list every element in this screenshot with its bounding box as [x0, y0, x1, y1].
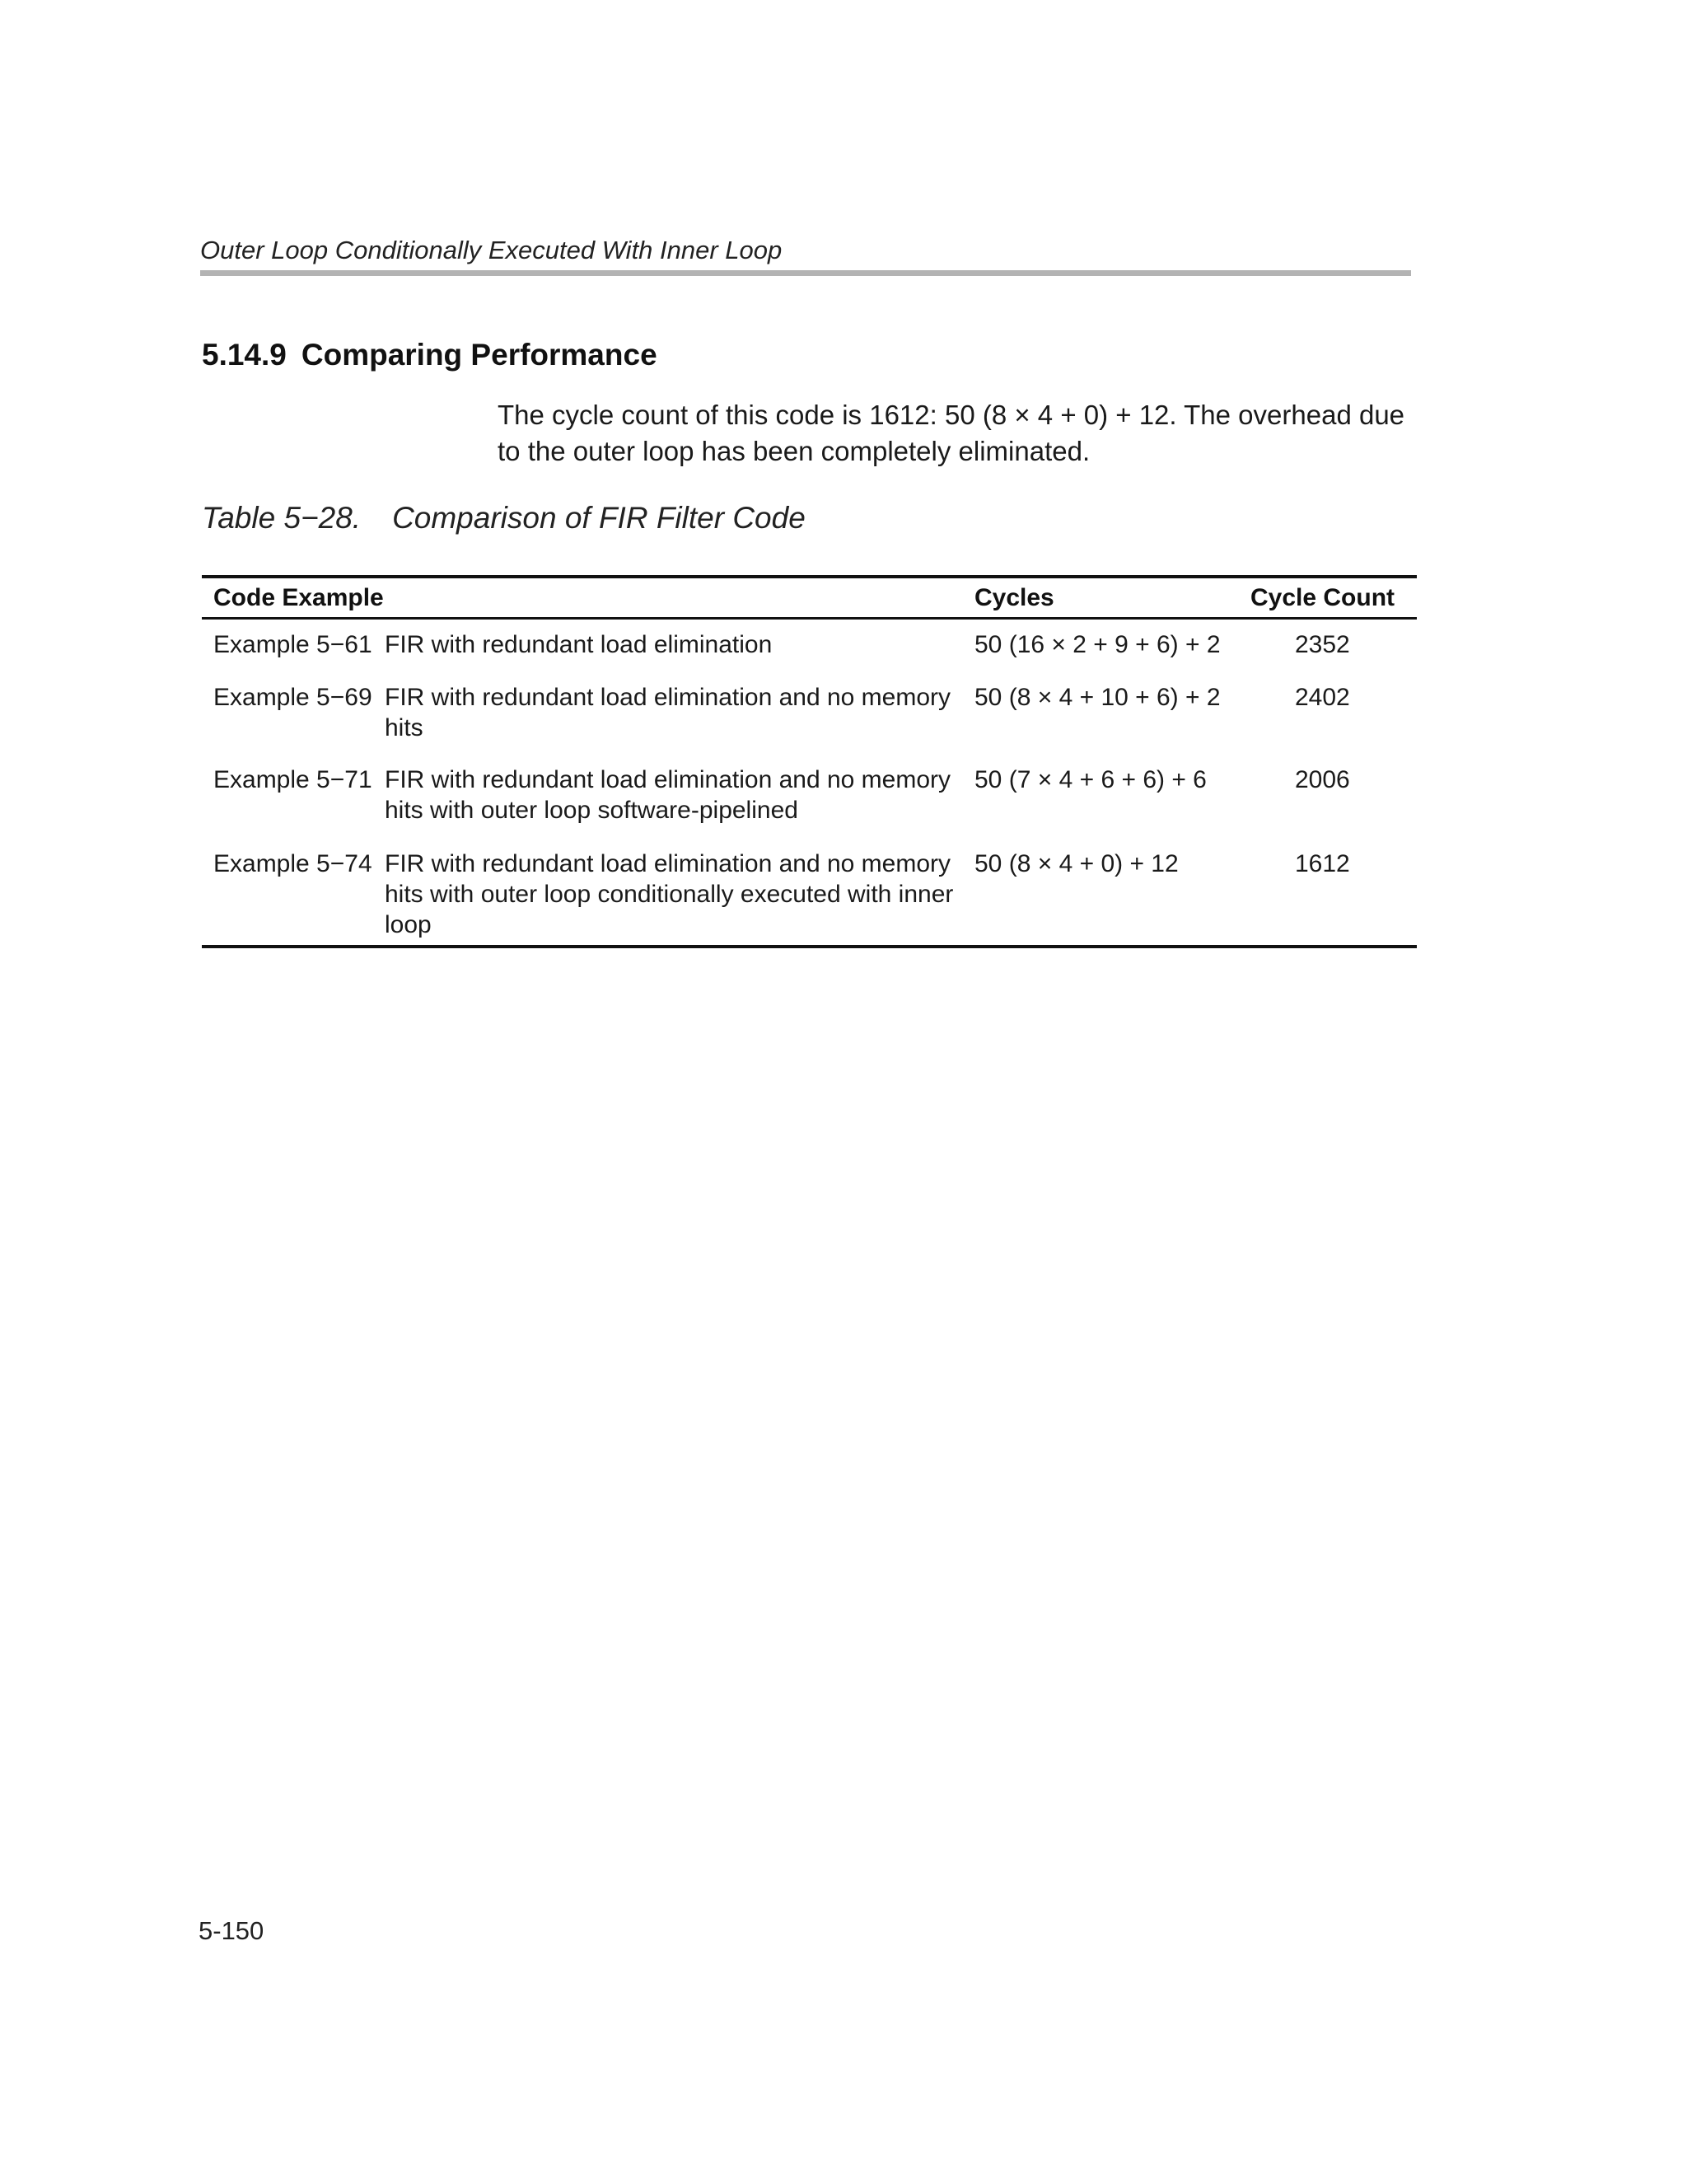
header-code-example: Code Example — [213, 583, 384, 611]
cell-cycles: 50 (8 × 4 + 10 + 6) + 2 — [974, 684, 1221, 711]
cell-description: FIR with redundant load elimination and no memory hits with outer loop software-pipelined — [385, 766, 951, 824]
cell-cycle-count: 2352 — [1295, 631, 1350, 658]
section-title: Comparing Performance — [301, 338, 657, 372]
table-header-row — [202, 578, 1417, 617]
table-caption — [202, 501, 806, 535]
cell-cycles: 50 (7 × 4 + 6 + 6) + 6 — [974, 766, 1207, 793]
cell-description: FIR with redundant load elimination and no memory hits — [385, 684, 951, 741]
table-caption-title: Comparison of FIR Filter Code — [392, 501, 806, 535]
cell-cycle-count: 1612 — [1295, 850, 1350, 877]
table-row — [202, 620, 1417, 671]
comparison-table — [202, 575, 1417, 948]
header-rule — [200, 270, 1411, 276]
table-bottom-rule — [202, 945, 1417, 948]
cell-cycles: 50 (16 × 2 + 9 + 6) + 2 — [974, 631, 1221, 658]
header-cycles: Cycles — [974, 583, 1054, 611]
table-caption-number: Table 5−28. — [202, 501, 362, 535]
cell-example: Example 5−74 — [213, 850, 372, 877]
body-paragraph: The cycle count of this code is 1612: 50 (8 × 4 + 0) + 12. The overhead due to the outer loop has been completely eliminated. — [498, 400, 1405, 466]
cell-example: Example 5−71 — [213, 766, 372, 793]
cell-description: FIR with redundant load elimination — [385, 631, 773, 658]
cell-cycle-count: 2006 — [1295, 766, 1350, 793]
cell-cycle-count: 2402 — [1295, 684, 1350, 711]
table-row — [202, 756, 1417, 840]
table-row — [202, 671, 1417, 756]
section-number: 5.14.9 — [202, 338, 287, 372]
cell-cycles: 50 (8 × 4 + 0) + 12 — [974, 850, 1179, 877]
section-heading — [202, 338, 657, 372]
cell-description: FIR with redundant load elimination and no memory hits with outer loop conditionally executed with inner loop — [385, 850, 954, 938]
running-header: Outer Loop Conditionally Executed With Inner Loop — [200, 236, 783, 264]
header-cycle-count: Cycle Count — [1250, 583, 1395, 611]
table-row — [202, 840, 1417, 945]
cell-example: Example 5−61 — [213, 631, 372, 658]
page-number: 5-150 — [199, 1916, 264, 1945]
cell-example: Example 5−69 — [213, 684, 372, 711]
